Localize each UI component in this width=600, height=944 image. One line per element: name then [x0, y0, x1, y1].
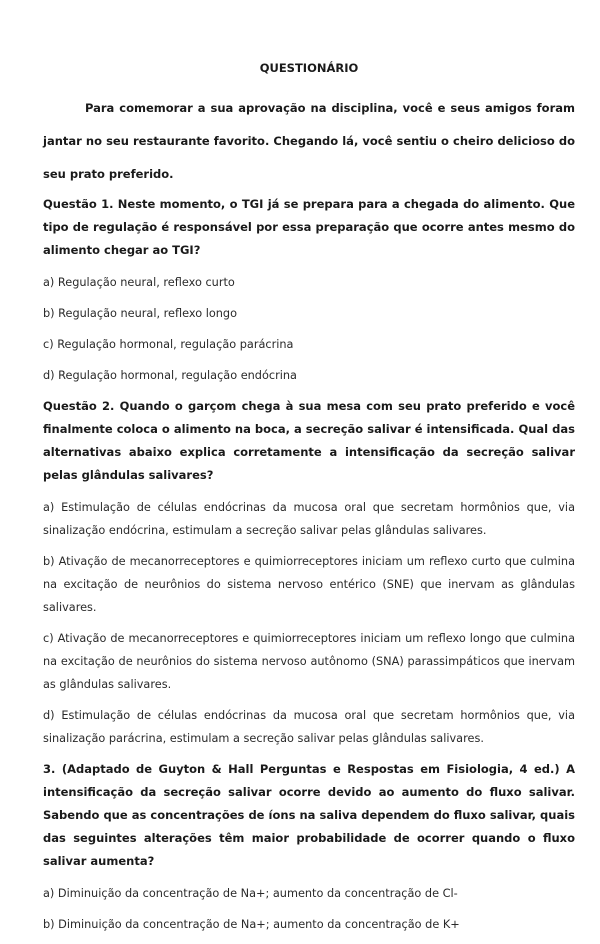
- q1-option-d: d) Regulação hormonal, regulação endócrina: [43, 369, 297, 382]
- q1-option-a: a) Regulação neural, reflexo curto: [43, 276, 235, 289]
- intro-text: Para comemorar a sua aprovação na disciplina, você e seus amigos foram jantar no seu restaurante favorito. Chegando lá, você sentiu o cheiro delicioso do seu prato preferido.: [43, 101, 575, 181]
- question-1: Questão 1. Neste momento, o TGI já se prepara para a chegada do alimento. Que tipo de regulação é responsável por essa preparação que ocorre antes mesmo do alimento chegar ao TGI?: [43, 197, 575, 257]
- intro-paragraph: [43, 92, 575, 191]
- q2-option-d: d) Estimulação de células endócrinas da mucosa oral que secretam hormônios que, via sinalização parácrina, estimulam a secreção salivar pelas glândulas salivares.: [43, 709, 575, 745]
- q1-option-b: b) Regulação neural, reflexo longo: [43, 307, 237, 320]
- q2-option-a: a) Estimulação de células endócrinas da mucosa oral que secretam hormônios que, via sinalização endócrina, estimulam a secreção salivar pelas glândulas salivares.: [43, 501, 575, 537]
- q1-option-c: c) Regulação hormonal, regulação parácrina: [43, 338, 294, 351]
- question-3: 3. (Adaptado de Guyton & Hall Perguntas e Respostas em Fisiologia, 4 ed.) A intensificação da secreção salivar ocorre devido ao aumento do fluxo salivar. Sabendo que as concentrações de íons na saliva dependem do fluxo salivar, quais das seguintes alterações têm maior probabilidade de ocorrer quando o fluxo salivar aumenta?: [43, 762, 575, 868]
- page-title: QUESTIONÁRIO: [259, 61, 359, 75]
- q2-option-b: b) Ativação de mecanorreceptores e quimiorreceptores iniciam um reflexo curto que culmina na excitação de neurônios do sistema nervoso entérico (SNE) que inervam as glândulas salivares.: [43, 555, 575, 614]
- q2-option-c: c) Ativação de mecanorreceptores e quimiorreceptores iniciam um reflexo longo que culmina na excitação de neurônios do sistema nervoso autônomo (SNA) parassimpáticos que inervam as glândulas salivares.: [43, 632, 575, 691]
- question-2: Questão 2. Quando o garçom chega à sua mesa com seu prato preferido e você finalmente coloca o alimento na boca, a secreção salivar é intensificada. Qual das alternativas abaixo explica corretamente a intensificação da secreção salivar pelas glândulas salivares?: [43, 399, 575, 482]
- q3-option-a: a) Diminuição da concentração de Na+; aumento da concentração de Cl-: [43, 887, 458, 900]
- q3-option-b: b) Diminuição da concentração de Na+; aumento da concentração de K+: [43, 918, 460, 931]
- document-page: [43, 58, 575, 944]
